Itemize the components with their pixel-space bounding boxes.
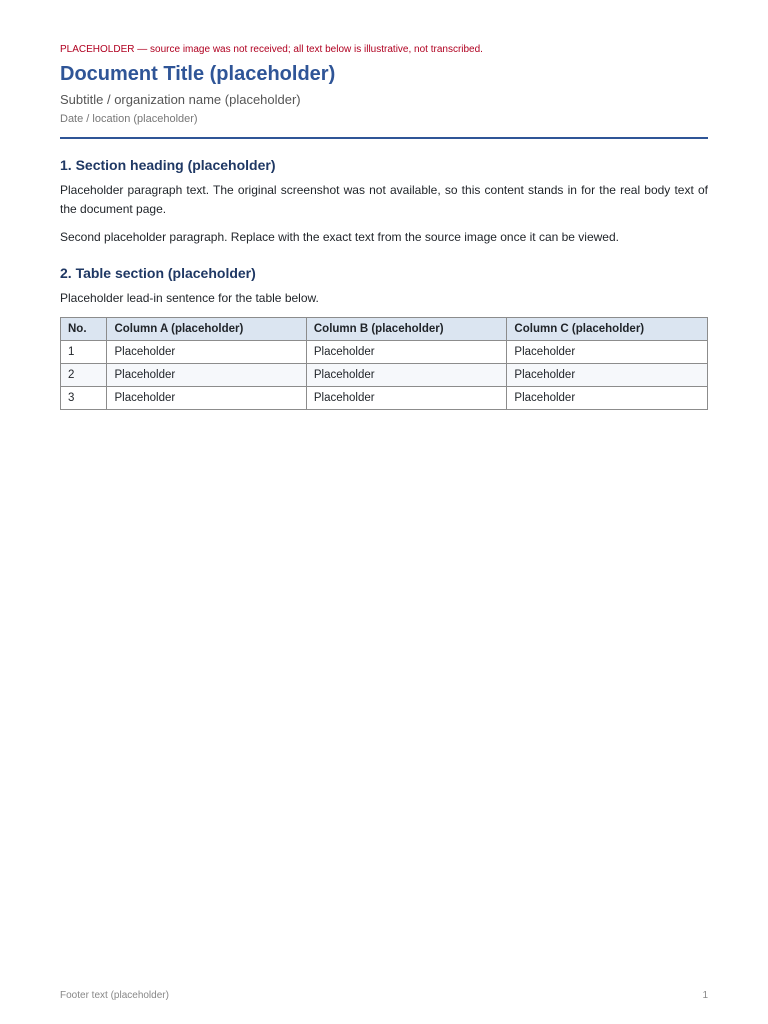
document-subtitle: Subtitle / organization name (placeholder)	[60, 92, 301, 107]
table-header-cell: No.	[61, 318, 107, 341]
table-cell: Placeholder	[306, 364, 507, 387]
section-heading: 1. Section heading (placeholder)	[60, 157, 276, 173]
table-header-cell: Column A (placeholder)	[107, 318, 306, 341]
document-meta: Date / location (placeholder)	[60, 113, 198, 125]
table-cell: Placeholder	[107, 364, 306, 387]
data-table	[60, 317, 708, 410]
table-cell: 2	[61, 364, 107, 387]
table-cell: 1	[61, 341, 107, 364]
table-cell: Placeholder	[507, 364, 708, 387]
section-2	[60, 265, 708, 411]
table-row	[61, 341, 708, 364]
table-cell: Placeholder	[306, 341, 507, 364]
footer-text: Footer text (placeholder)	[60, 990, 169, 1001]
paragraph: Placeholder paragraph text. The original screenshot was not available, so this content stands in for the real body text of the document page.	[60, 183, 708, 216]
section-1	[60, 157, 708, 247]
table-cell: Placeholder	[306, 387, 507, 410]
section-heading: 2. Table section (placeholder)	[60, 264, 256, 281]
table-header-row	[61, 318, 708, 341]
document-footer	[60, 990, 708, 1001]
table-cell: Placeholder	[507, 341, 708, 364]
table-header-cell: Column C (placeholder)	[507, 318, 708, 341]
page-number: 1	[702, 990, 708, 1001]
table-cell: Placeholder	[107, 341, 306, 364]
placeholder-notice: PLACEHOLDER — source image was not received; all text below is illustrative, not transcribed.	[60, 44, 483, 55]
table-header-cell: Column B (placeholder)	[306, 318, 507, 341]
paragraph: Second placeholder paragraph. Replace with the exact text from the source image once it can be viewed.	[60, 230, 619, 245]
document-title: Document Title (placeholder)	[60, 63, 336, 85]
table-row	[61, 364, 708, 387]
table-cell: Placeholder	[107, 387, 306, 410]
table-row	[61, 387, 708, 410]
table-cell: Placeholder	[507, 387, 708, 410]
paragraph: Placeholder lead-in sentence for the table below.	[60, 290, 319, 305]
table-cell: 3	[61, 387, 107, 410]
document-header	[60, 63, 708, 139]
